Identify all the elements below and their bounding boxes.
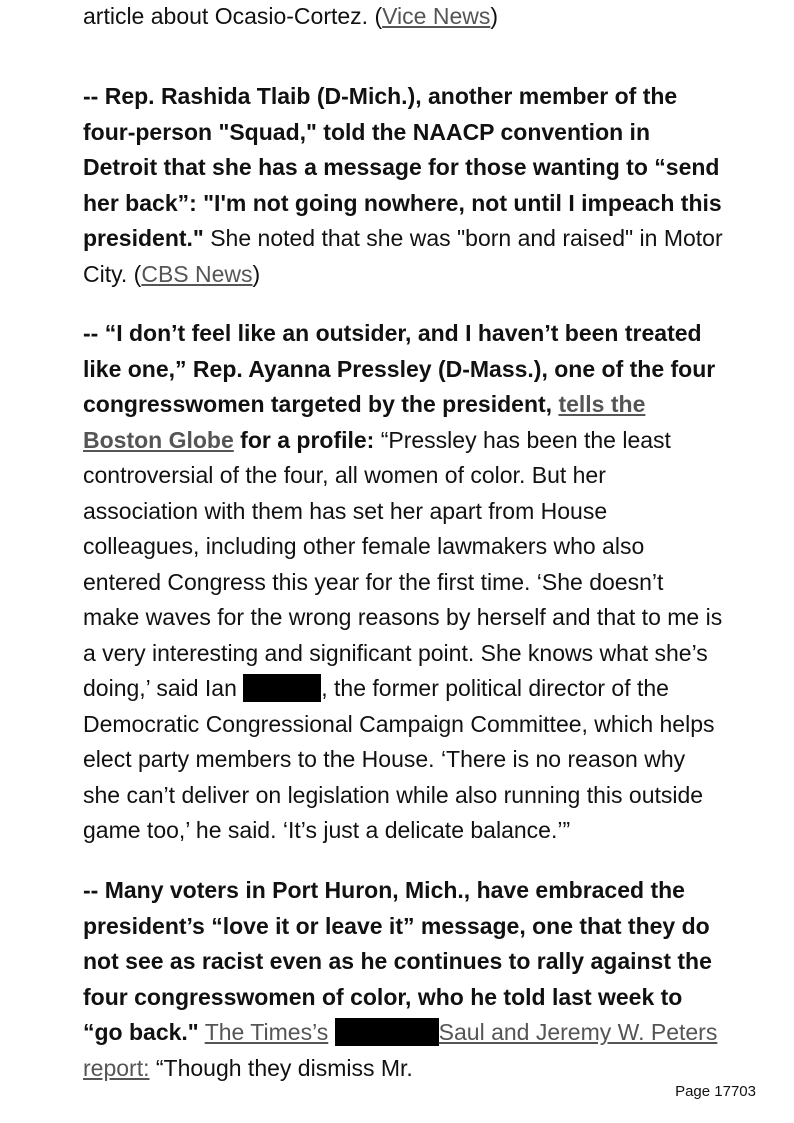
- tlaib-bold-text: -- Rep. Rashida Tlaib (D-Mich.), another member of the four-person "Squad," told the NAACP convention in Detroit that she has a message for those wanting to “send her back”: "I'm not going nowhere, not until I impeach this president.": [83, 83, 722, 251]
- port-huron-text: “Though they dismiss Mr.: [149, 1054, 413, 1081]
- tlaib-paragraph: [83, 79, 723, 292]
- tlaib-text: She noted that she was "born and raised" in Motor City. (: [83, 225, 723, 287]
- boston-globe-link[interactable]: tells the Boston Globe: [83, 391, 646, 453]
- page-number: Page 17703: [675, 1083, 756, 1100]
- pressley-quote-text-2: , the former political director of the Democratic Congressional Campaign Committee, which helps elect party members to the House. ‘There is no reason why she can’t deliver on legislation while also running this outside game too,’ he said. ‘It’s just a delicate balance.’”: [83, 675, 715, 843]
- port-huron-bold-text: -- Many voters in Port Huron, Mich., have embraced the president’s “love it or leave it” message, one that they do not see as racist even as he continues to rally against the four congresswomen of color, who he told last week to “go back.": [83, 877, 712, 1045]
- port-huron-paragraph: [83, 873, 723, 1086]
- times-report-link-2[interactable]: Saul and Jeremy W. Peters report:: [83, 1019, 718, 1081]
- top-fragment-line: [83, 3, 723, 44]
- vice-news-link[interactable]: Vice News: [382, 3, 491, 29]
- redaction-box: [243, 674, 321, 702]
- top-fragment-close: ): [490, 3, 499, 29]
- pressley-bold-text-2: for a profile:: [233, 426, 375, 453]
- tlaib-close: ): [252, 260, 261, 287]
- redaction-box-2: [335, 1018, 439, 1046]
- pressley-quote-text: “Pressley has been the least controversial of the four, all women of color. But her association with them has set her apart from House colleagues, including other female lawmakers who also entered Congress this year for the first time. ‘She doesn’t make waves for the wrong reasons by herself and that to me is a very interesting and significant point. She knows what she’s doing,’ said Ian: [83, 426, 723, 701]
- top-fragment-text: article about Ocasio-Cortez. (: [83, 3, 383, 29]
- pressley-paragraph: [83, 316, 723, 849]
- pressley-bold-text: -- “I don’t feel like an outsider, and I haven’t been treated like one,” Rep. Ayanna Pressley (D-Mass.), one of the four congresswomen targeted by the president,: [83, 320, 716, 417]
- cbs-news-link[interactable]: CBS News: [141, 260, 253, 287]
- times-report-link-1[interactable]: The Times’s: [204, 1019, 329, 1045]
